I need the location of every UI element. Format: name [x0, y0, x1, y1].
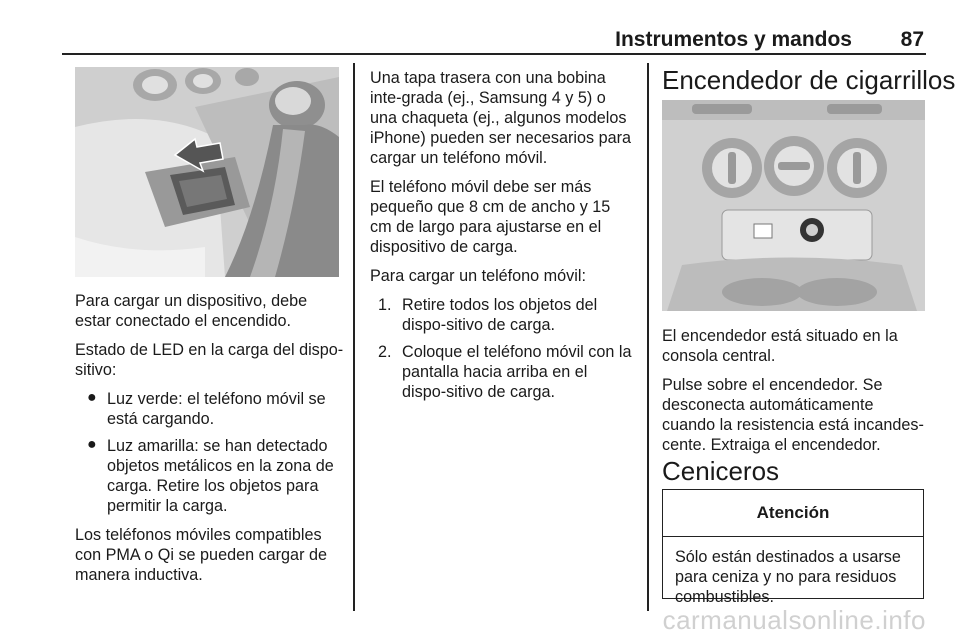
- warning-title: Atención: [663, 490, 923, 537]
- cigarette-lighter-figure: [662, 100, 925, 311]
- paragraph: El teléfono móvil debe ser más pequeño que 8 cm de ancho y 15 cm de largo para ajustarse en el dispositivo de carga.: [370, 178, 611, 256]
- list-item-text: Coloque el teléfono móvil con la pantalla hacia arriba en el dispo-sitivo de carga.: [402, 343, 632, 401]
- right-column-text: [662, 326, 927, 464]
- paragraph: Los teléfonos móviles compatibles con PMA o Qi se pueden cargar de manera inductiva.: [75, 526, 327, 584]
- bullet-icon: ●: [87, 389, 97, 406]
- paragraph: Pulse sobre el encendedor. Se desconecta automáticamente cuando la resistencia está incandes-cente. Extraiga el encendedor.: [662, 376, 924, 454]
- left-column-text: [75, 291, 347, 594]
- cigarette-lighter-illustration-icon: [662, 100, 925, 311]
- middle-column-text: [370, 68, 635, 411]
- column-divider-left: [353, 63, 355, 611]
- list-item: [370, 295, 635, 335]
- list-item: [370, 342, 635, 402]
- watermark: carmanualsonline.info: [662, 605, 926, 635]
- paragraph: Una tapa trasera con una bobina inte-grada (ej., Samsung 4 y 5) o una chaqueta (ej., algunos modelos iPhone) pueden ser necesarios para cargar un teléfono móvil.: [370, 69, 631, 167]
- warning-text: Sólo están destinados a usarse para ceniza y no para residuos combustibles.: [675, 548, 901, 606]
- wireless-charging-figure: [75, 67, 339, 277]
- charging-steps-list: [370, 295, 635, 402]
- list-item-text: Retire todos los objetos del dispo-sitivo de carga.: [402, 296, 598, 334]
- paragraph: Para cargar un teléfono móvil:: [370, 267, 586, 285]
- step-number: 2.: [378, 343, 392, 361]
- section-title-lighter: Encendedor de cigarrillos: [662, 65, 956, 95]
- column-divider-right: [647, 63, 649, 611]
- bullet-icon: ●: [87, 436, 97, 453]
- paragraph: Para cargar un dispositivo, debe estar conectado el encendido.: [75, 292, 308, 330]
- list-item: [75, 389, 347, 429]
- header-title: Instrumentos y mandos: [615, 28, 852, 51]
- list-item-text: Luz amarilla: se han detectado objetos metálicos en la zona de carga. Retire los objetos para permitir la carga.: [107, 437, 334, 515]
- step-number: 1.: [378, 296, 392, 314]
- list-item-text: Luz verde: el teléfono móvil se está cargando.: [107, 390, 326, 428]
- page-number: 87: [900, 28, 924, 51]
- paragraph: Estado de LED en la carga del dispo-sitivo:: [75, 341, 344, 379]
- header-rule: [62, 53, 926, 55]
- wireless-charging-illustration-icon: [75, 67, 339, 277]
- warning-box: [662, 489, 924, 606]
- section-title-ashtrays: Ceniceros: [662, 456, 780, 486]
- paragraph: El encendedor está situado en la consola central.: [662, 327, 898, 365]
- list-item: [75, 436, 347, 516]
- led-status-list: [75, 389, 347, 516]
